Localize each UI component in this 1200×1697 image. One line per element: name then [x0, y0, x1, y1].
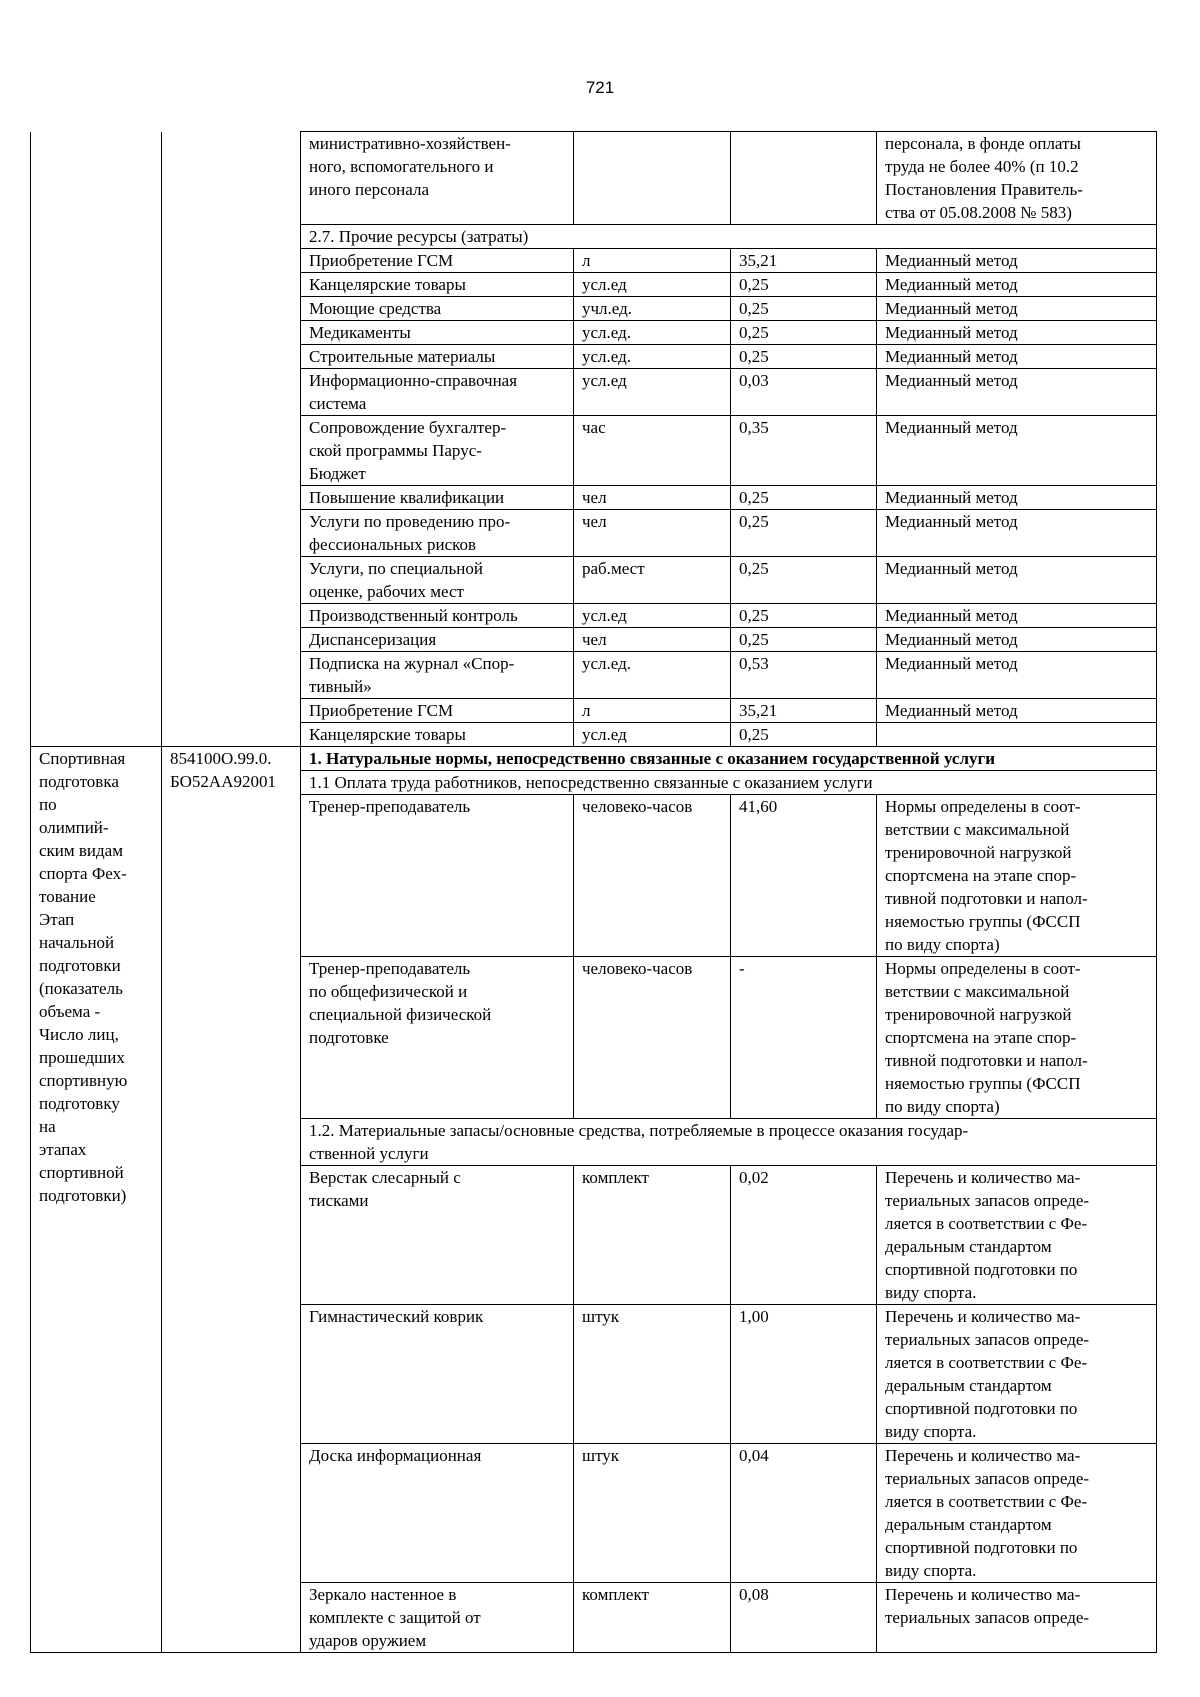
cell-name: Услуги по проведению про- фессиональных рисков: [301, 510, 574, 557]
cell-note: Нормы определены в соот- ветствии с максимальной тренировочной нагрузкой спортсмена на этапе спор- тивной подготовки и напол- няемостью группы (ФССП по виду спорта): [877, 957, 1157, 1119]
cell-name: Приобретение ГСМ: [301, 699, 574, 723]
cell-note: Медианный метод: [877, 628, 1157, 652]
cell-unit: учл.ед.: [574, 297, 731, 321]
cell-note: персонала, в фонде оплаты труда не более 40% (п 10.2 Постановления Правитель- ства от 05.08.2008 № 583): [877, 132, 1157, 225]
cell-note: Медианный метод: [877, 249, 1157, 273]
cell-value: 0,25: [731, 604, 877, 628]
cell-value: 0,25: [731, 321, 877, 345]
cell-unit: усл.ед.: [574, 321, 731, 345]
cell-value: -: [731, 957, 877, 1119]
cell-value: [731, 132, 877, 225]
cell-note: Медианный метод: [877, 604, 1157, 628]
cell-value: 35,21: [731, 249, 877, 273]
cell-value: 0,25: [731, 628, 877, 652]
cell-unit: штук: [574, 1444, 731, 1583]
cell-note: Медианный метод: [877, 510, 1157, 557]
cell-note: Медианный метод: [877, 321, 1157, 345]
cell-note: Медианный метод: [877, 699, 1157, 723]
cell-name: Канцелярские товары: [301, 273, 574, 297]
cell-note: Перечень и количество ма- териальных запасов опреде- ляется в соответствии с Фе- деральным стандартом спортивной подготовки по виду спорта.: [877, 1444, 1157, 1583]
cell-unit: человеко-часов: [574, 795, 731, 957]
cell-unit: чел: [574, 510, 731, 557]
cell-name: Доска информационная: [301, 1444, 574, 1583]
cell-note: Нормы определены в соот- ветствии с максимальной тренировочной нагрузкой спортсмена на этапе спор- тивной подготовки и напол- няемостью группы (ФССП по виду спорта): [877, 795, 1157, 957]
cell-name: Информационно-справочная система: [301, 369, 574, 416]
service-name: Спортивная подготовка по олимпий- ским видам спорта Фех- тование Этап начальной подготовки (показатель объема - Число лиц, прошедших спортивную подготовку на этапах спортивной подготовки): [31, 747, 162, 1653]
cell-name: Повышение квалификации: [301, 486, 574, 510]
cell-name: Тренер-преподаватель: [301, 795, 574, 957]
cell-value: 0,08: [731, 1583, 877, 1653]
cell-note: Перечень и количество ма- териальных запасов опреде- ляется в соответствии с Фе- деральным стандартом спортивной подготовки по виду спорта.: [877, 1305, 1157, 1444]
cell-unit: чел: [574, 486, 731, 510]
page-number: 721: [585, 78, 615, 97]
cell-name: Производственный контроль: [301, 604, 574, 628]
cell-unit: л: [574, 249, 731, 273]
empty-code-cell: [162, 132, 301, 747]
cell-value: 0,35: [731, 416, 877, 486]
norms-table: [30, 131, 1157, 1653]
cell-name: Тренер-преподаватель по общефизической и специальной физической подготовке: [301, 957, 574, 1119]
cell-name: Гимнастический коврик: [301, 1305, 574, 1444]
service-code: 854100О.99.0. БО52АА92001: [162, 747, 301, 1653]
cell-unit: усл.ед.: [574, 345, 731, 369]
cell-note: Медианный метод: [877, 297, 1157, 321]
cell-value: 0,25: [731, 723, 877, 747]
cell-value: 0,02: [731, 1166, 877, 1305]
cell-unit: усл.ед: [574, 273, 731, 297]
cell-name: Сопровождение бухгалтер- ской программы Парус- Бюджет: [301, 416, 574, 486]
cell-note: Медианный метод: [877, 486, 1157, 510]
cell-name: Зеркало настенное в комплекте с защитой от ударов оружием: [301, 1583, 574, 1653]
cell-value: 0,25: [731, 345, 877, 369]
cell-name: Подписка на журнал «Спор- тивный»: [301, 652, 574, 699]
cell-name: Моющие средства: [301, 297, 574, 321]
cell-note: Медианный метод: [877, 369, 1157, 416]
cell-value: 1,00: [731, 1305, 877, 1444]
cell-value: 0,53: [731, 652, 877, 699]
cell-unit: усл.ед: [574, 723, 731, 747]
cell-note: Медианный метод: [877, 273, 1157, 297]
cell-unit: штук: [574, 1305, 731, 1444]
cell-unit: комплект: [574, 1583, 731, 1653]
cell-unit: усл.ед.: [574, 652, 731, 699]
cell-unit: усл.ед: [574, 604, 731, 628]
cell-name: Канцелярские товары: [301, 723, 574, 747]
cell-name: Услуги, по специальной оценке, рабочих мест: [301, 557, 574, 604]
cell-value: 0,25: [731, 486, 877, 510]
cell-note: Медианный метод: [877, 416, 1157, 486]
cell-note: Перечень и количество ма- териальных запасов опреде-: [877, 1583, 1157, 1653]
section-heading: 2.7. Прочие ресурсы (затраты): [301, 225, 1157, 249]
cell-name: Верстак слесарный с тисками: [301, 1166, 574, 1305]
cell-unit: человеко-часов: [574, 957, 731, 1119]
cell-note: Перечень и количество ма- териальных запасов опреде- ляется в соответствии с Фе- деральным стандартом спортивной подготовки по виду спорта.: [877, 1166, 1157, 1305]
cell-note: [877, 723, 1157, 747]
heading-1-1: 1.1 Оплата труда работников, непосредственно связанные с оказанием услуги: [301, 771, 1157, 795]
cell-name: Медикаменты: [301, 321, 574, 345]
cell-unit: л: [574, 699, 731, 723]
cell-unit: раб.мест: [574, 557, 731, 604]
cell-name: Диспансеризация: [301, 628, 574, 652]
heading-row: [31, 747, 1157, 771]
cell-name: Приобретение ГСМ: [301, 249, 574, 273]
cell-value: 0,04: [731, 1444, 877, 1583]
cell-unit: усл.ед: [574, 369, 731, 416]
cell-unit: час: [574, 416, 731, 486]
cell-value: 0,25: [731, 557, 877, 604]
empty-service-cell: [31, 132, 162, 747]
cell-name: Строительные материалы: [301, 345, 574, 369]
cell-name: министративно-хозяйствен- ного, вспомогательного и иного персонала: [301, 132, 574, 225]
cell-value: 0,25: [731, 297, 877, 321]
heading-1-2: 1.2. Материальные запасы/основные средства, потребляемые в процессе оказания государ- ственной услуги: [301, 1119, 1157, 1166]
cell-note: Медианный метод: [877, 557, 1157, 604]
cell-note: Медианный метод: [877, 345, 1157, 369]
cell-value: 35,21: [731, 699, 877, 723]
table-row: [31, 132, 1157, 225]
cell-unit: чел: [574, 628, 731, 652]
cell-value: 0,25: [731, 273, 877, 297]
cell-unit: [574, 132, 731, 225]
cell-note: Медианный метод: [877, 652, 1157, 699]
cell-value: 41,60: [731, 795, 877, 957]
cell-value: 0,25: [731, 510, 877, 557]
cell-value: 0,03: [731, 369, 877, 416]
heading-1: 1. Натуральные нормы, непосредственно связанные с оказанием государственной услуги: [301, 747, 1157, 771]
cell-unit: комплект: [574, 1166, 731, 1305]
